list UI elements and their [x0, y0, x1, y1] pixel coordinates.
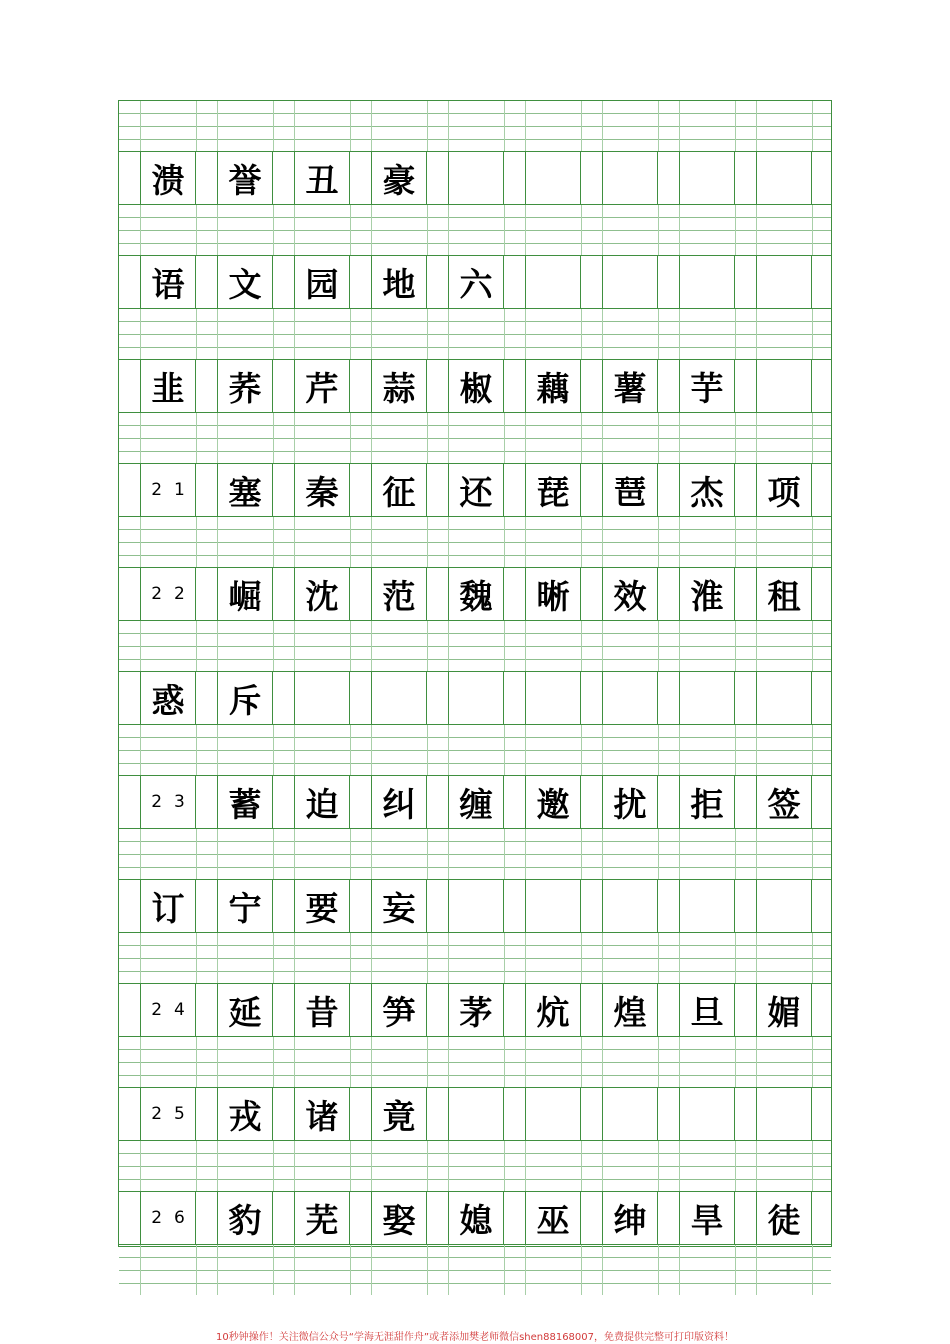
ruled-band [119, 413, 831, 463]
character-cell: 还 [448, 464, 504, 516]
character-cell: 26 [140, 1192, 196, 1244]
character-cell: 范 [371, 568, 427, 620]
character-cell [602, 1088, 658, 1140]
character-cell: 豪 [371, 152, 427, 204]
character-cell [448, 152, 504, 204]
character-cell: 芜 [294, 1192, 350, 1244]
character-cell: 淮 [679, 568, 735, 620]
character-cell [679, 1088, 735, 1140]
character-cell: 斥 [217, 672, 273, 724]
character-row [119, 255, 831, 309]
character-cell [679, 152, 735, 204]
ruled-band [119, 933, 831, 983]
character-cell: 丑 [294, 152, 350, 204]
character-cell: 惑 [140, 672, 196, 724]
character-cell [756, 1088, 812, 1140]
character-cell: 租 [756, 568, 812, 620]
character-cell: 22 [140, 568, 196, 620]
character-cell: 24 [140, 984, 196, 1036]
character-cell: 煌 [602, 984, 658, 1036]
character-cell [525, 880, 581, 932]
character-cell: 昔 [294, 984, 350, 1036]
character-cell: 25 [140, 1088, 196, 1140]
character-cell: 订 [140, 880, 196, 932]
character-cell: 征 [371, 464, 427, 516]
character-row [119, 1191, 831, 1245]
character-cell [756, 672, 812, 724]
character-cell: 晰 [525, 568, 581, 620]
character-cell [679, 672, 735, 724]
ruled-band [119, 1141, 831, 1191]
character-cell: 徒 [756, 1192, 812, 1244]
character-cell: 芋 [679, 360, 735, 412]
writing-grid-sheet [118, 100, 832, 1247]
character-row [119, 879, 831, 933]
character-cell: 拒 [679, 776, 735, 828]
character-cell: 效 [602, 568, 658, 620]
ruled-band [119, 517, 831, 567]
character-row [119, 671, 831, 725]
character-cell: 迫 [294, 776, 350, 828]
ruled-band [119, 205, 831, 255]
character-cell: 签 [756, 776, 812, 828]
character-cell [371, 672, 427, 724]
character-cell: 园 [294, 256, 350, 308]
character-cell: 戎 [217, 1088, 273, 1140]
ruled-band [119, 621, 831, 671]
character-cell [602, 672, 658, 724]
character-cell [756, 880, 812, 932]
character-cell [756, 152, 812, 204]
character-cell: 溃 [140, 152, 196, 204]
character-cell: 延 [217, 984, 273, 1036]
character-cell: 韭 [140, 360, 196, 412]
character-cell: 娶 [371, 1192, 427, 1244]
character-cell: 邀 [525, 776, 581, 828]
ruled-band [119, 1245, 831, 1295]
character-cell: 芹 [294, 360, 350, 412]
character-cell: 绅 [602, 1192, 658, 1244]
character-cell [756, 360, 812, 412]
character-cell [525, 152, 581, 204]
character-row [119, 1087, 831, 1141]
character-cell: 沈 [294, 568, 350, 620]
character-row [119, 463, 831, 517]
character-cell: 琶 [602, 464, 658, 516]
character-cell: 竟 [371, 1088, 427, 1140]
character-cell: 崛 [217, 568, 273, 620]
ruled-band [119, 829, 831, 879]
character-cell: 诸 [294, 1088, 350, 1140]
character-cell: 炕 [525, 984, 581, 1036]
character-row [119, 151, 831, 205]
character-cell [448, 880, 504, 932]
character-cell: 23 [140, 776, 196, 828]
character-cell [756, 256, 812, 308]
character-cell [294, 672, 350, 724]
character-cell: 杰 [679, 464, 735, 516]
character-cell: 六 [448, 256, 504, 308]
character-cell: 豹 [217, 1192, 273, 1244]
character-cell: 媳 [448, 1192, 504, 1244]
character-cell [679, 880, 735, 932]
character-row [119, 775, 831, 829]
ruled-band [119, 725, 831, 775]
character-cell: 蒜 [371, 360, 427, 412]
character-cell: 妄 [371, 880, 427, 932]
character-cell: 蓄 [217, 776, 273, 828]
footer-notice: 10秒钟操作！关注微信公众号“学海无涯甜作舟”或者添加樊老师微信shen88168007，免费提供完整可打印版资料！ [215, 1332, 735, 1343]
character-cell: 荞 [217, 360, 273, 412]
character-cell [525, 672, 581, 724]
character-cell: 茅 [448, 984, 504, 1036]
ruled-band [119, 309, 831, 359]
character-cell: 秦 [294, 464, 350, 516]
character-cell: 旦 [679, 984, 735, 1036]
character-cell [602, 880, 658, 932]
character-cell: 缠 [448, 776, 504, 828]
character-cell [448, 672, 504, 724]
character-cell: 项 [756, 464, 812, 516]
character-cell [602, 152, 658, 204]
character-cell: 琵 [525, 464, 581, 516]
character-cell: 魏 [448, 568, 504, 620]
ruled-band [119, 101, 831, 151]
character-cell: 21 [140, 464, 196, 516]
character-row [119, 359, 831, 413]
character-cell: 媚 [756, 984, 812, 1036]
character-cell: 宁 [217, 880, 273, 932]
character-cell: 要 [294, 880, 350, 932]
character-cell [448, 1088, 504, 1140]
character-cell: 扰 [602, 776, 658, 828]
character-cell: 语 [140, 256, 196, 308]
character-cell: 地 [371, 256, 427, 308]
character-cell: 誉 [217, 152, 273, 204]
character-cell: 巫 [525, 1192, 581, 1244]
character-cell [525, 256, 581, 308]
character-cell: 旱 [679, 1192, 735, 1244]
character-cell: 椒 [448, 360, 504, 412]
character-row [119, 567, 831, 621]
character-cell [679, 256, 735, 308]
character-cell: 纠 [371, 776, 427, 828]
character-cell: 笋 [371, 984, 427, 1036]
character-cell [602, 256, 658, 308]
character-cell: 藕 [525, 360, 581, 412]
character-cell: 塞 [217, 464, 273, 516]
character-row [119, 983, 831, 1037]
character-cell [525, 1088, 581, 1140]
character-cell: 文 [217, 256, 273, 308]
character-cell: 薯 [602, 360, 658, 412]
ruled-band [119, 1037, 831, 1087]
